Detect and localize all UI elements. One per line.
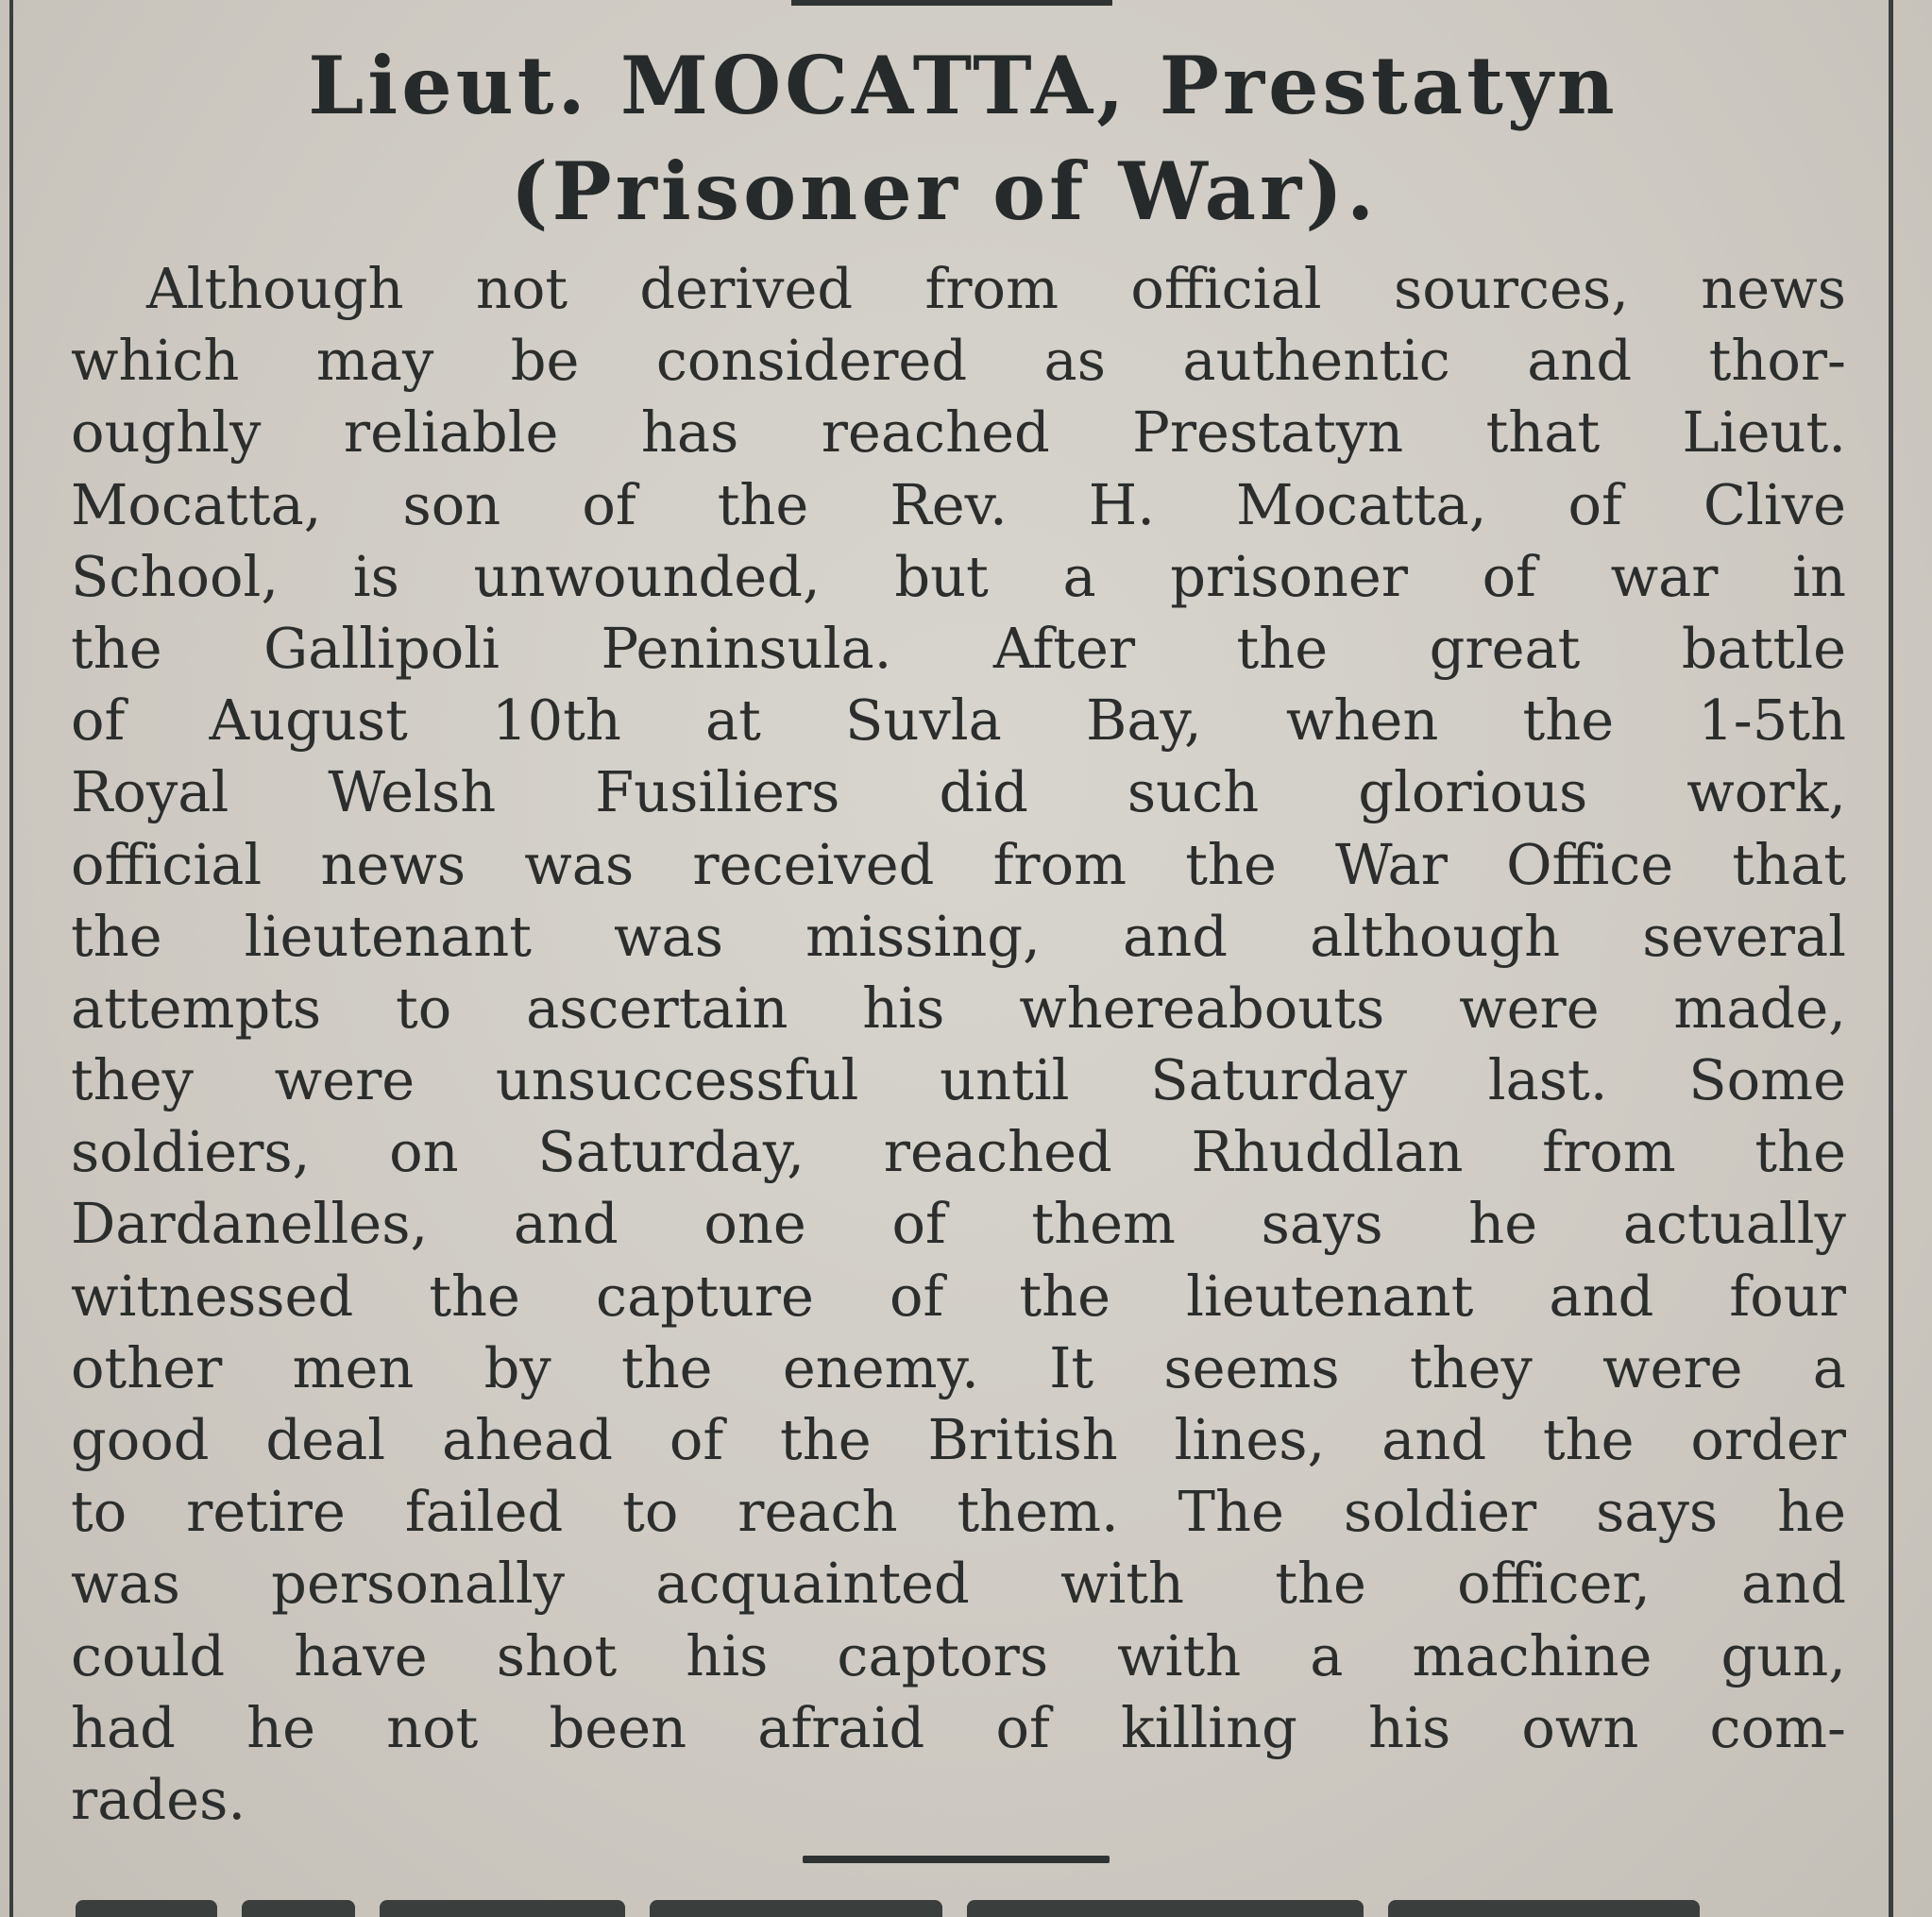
section-divider-rule [803,1856,1110,1863]
article-line: Dardanelles, and one of them says he actually [71,1191,1846,1257]
article-line: witnessed the capture of the lieutenant and four [71,1263,1846,1329]
article-line: they were unsuccessful until Saturday last. Some [71,1047,1846,1113]
cropped-glyph-block [1388,1900,1700,1917]
article-line: soldiers, on Saturday, reached Rhuddlan from the [71,1119,1846,1185]
article-line: oughly reliable has reached Prestatyn that Lieut. [71,399,1846,466]
article-headline [57,33,1870,245]
article-line: Royal Welsh Fusiliers did such glorious work, [71,759,1846,825]
article-line: was personally acquainted with the officer, and [71,1551,1846,1617]
article-line: rades. [71,1766,246,1832]
article-line: the Gallipoli Peninsula. After the great battle [71,615,1846,681]
right-column-rule [1889,0,1893,1917]
article-line: the lieutenant was missing, and although several [71,903,1846,969]
article-line: which may be considered as authentic and thor- [71,328,1846,394]
article-line: good deal ahead of the British lines, and the order [71,1407,1846,1472]
article-line: other men by the enemy. It seems they were a [71,1334,1846,1400]
headline-line-1: Lieut. MOCATTA, Prestatyn [308,39,1618,132]
article-line: could have shot his captors with a machine gun, [71,1622,1846,1688]
article-line: Mocatta, son of the Rev. H. Mocatta, of Clive [71,471,1846,537]
cropped-glyph-block [967,1900,1364,1917]
article-body [71,253,1846,1836]
cropped-glyph-block [242,1900,355,1917]
article-line: Although not derived from official sources, news [146,256,1846,321]
next-headline-fragment [76,1900,1851,1917]
article-line: attempts to ascertain his whereabouts were made, [71,975,1846,1041]
article-line: official news was received from the War Office that [71,831,1846,897]
article-line: to retire failed to reach them. The soldier says he [71,1479,1846,1545]
cropped-glyph-block [76,1900,217,1917]
cropped-glyph-block [650,1900,942,1917]
cropped-glyph-block [380,1900,625,1917]
top-divider-rule [791,0,1112,6]
left-column-rule [9,0,13,1917]
headline-line-2: (Prisoner of War). [510,144,1379,238]
article-line: of August 10th at Suvla Bay, when the 1-5th [71,687,1846,754]
article-line: School, is unwounded, but a prisoner of war in [71,543,1846,609]
article-line: had he not been afraid of killing his own com- [71,1694,1846,1760]
